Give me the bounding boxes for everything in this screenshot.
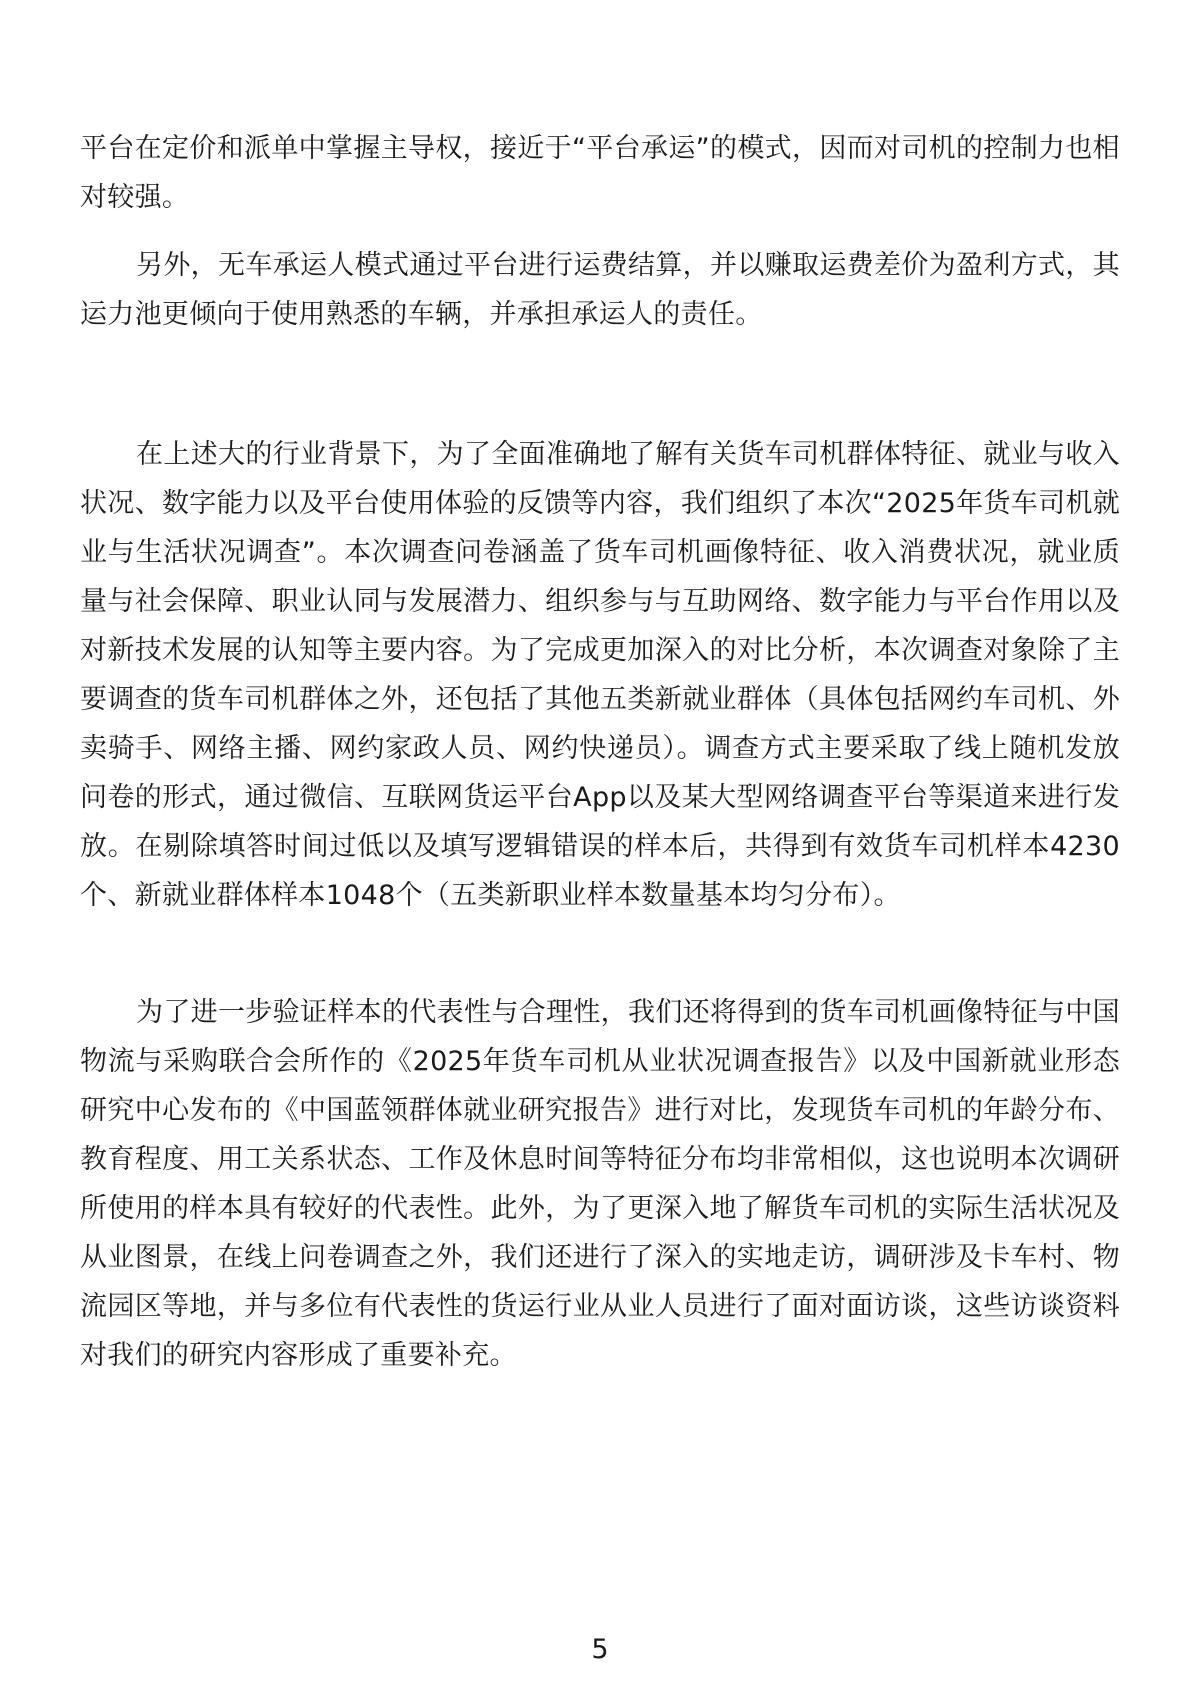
paragraph-survey-background: [80, 430, 1120, 920]
page-number: 5: [591, 1634, 609, 1665]
paragraph-2-text: 另外，无车承运人模式通过平台进行运费结算，并以赚取运费差价为盈利方式，其运力池更倾向于使用熟悉的车辆，并承担承运人的责任。: [80, 250, 1120, 330]
paragraph-1-text: 平台在定价和派单中掌握主导权，接近于“平台承运”的模式，因而对司机的控制力也相对较强。: [80, 133, 1120, 213]
paragraph-sample-validation: [80, 988, 1120, 1380]
paragraph-3-text: 在上述大的行业背景下，为了全面准确地了解有关货车司机群体特征、就业与收入状况、数字能力以及平台使用体验的反馈等内容，我们组织了本次“2025年货车司机就业与生活状况调查”。本次调查问卷涵盖了货车司机画像特征、收入消费状况，就业质量与社会保障、职业认同与发展潜力、组织参与与互助网络、数字能力与平台作用以及对新技术发展的认知等主要内容。为了完成更加深入的对比分析，本次调查对象除了主要调查的货车司机群体之外，还包括了其他五类新就业群体（具体包括网约车司机、外卖骑手、网络主播、网约家政人员、网约快递员）。调查方式主要采取了线上随机发放问卷的形式，通过微信、互联网货运平台App以及某大型网络调查平台等渠道来进行发放。在剔除填答时间过低以及填写逻辑错误的样本后，共得到有效货车司机样本4230个、新就业群体样本1048个（五类新职业样本数量基本均匀分布）。: [80, 439, 1120, 911]
paragraph-4-text: 为了进一步验证样本的代表性与合理性，我们还将得到的货车司机画像特征与中国物流与采购联合会所作的《2025年货车司机从业状况调查报告》以及中国新就业形态研究中心发布的《中国蓝领群体就业研究报告》进行对比，发现货车司机的年龄分布、教育程度、用工关系状态、工作及休息时间等特征分布均非常相似，这也说明本次调研所使用的样本具有较好的代表性。此外，为了更深入地了解货车司机的实际生活状况及从业图景，在线上问卷调查之外，我们还进行了深入的实地走访，调研涉及卡车村、物流园区等地，并与多位有代表性的货运行业从业人员进行了面对面访谈，这些访谈资料对我们的研究内容形成了重要补充。: [80, 997, 1120, 1371]
paragraph-no-carrier-model: [80, 241, 1120, 339]
paragraph-continuation: [80, 124, 1120, 222]
